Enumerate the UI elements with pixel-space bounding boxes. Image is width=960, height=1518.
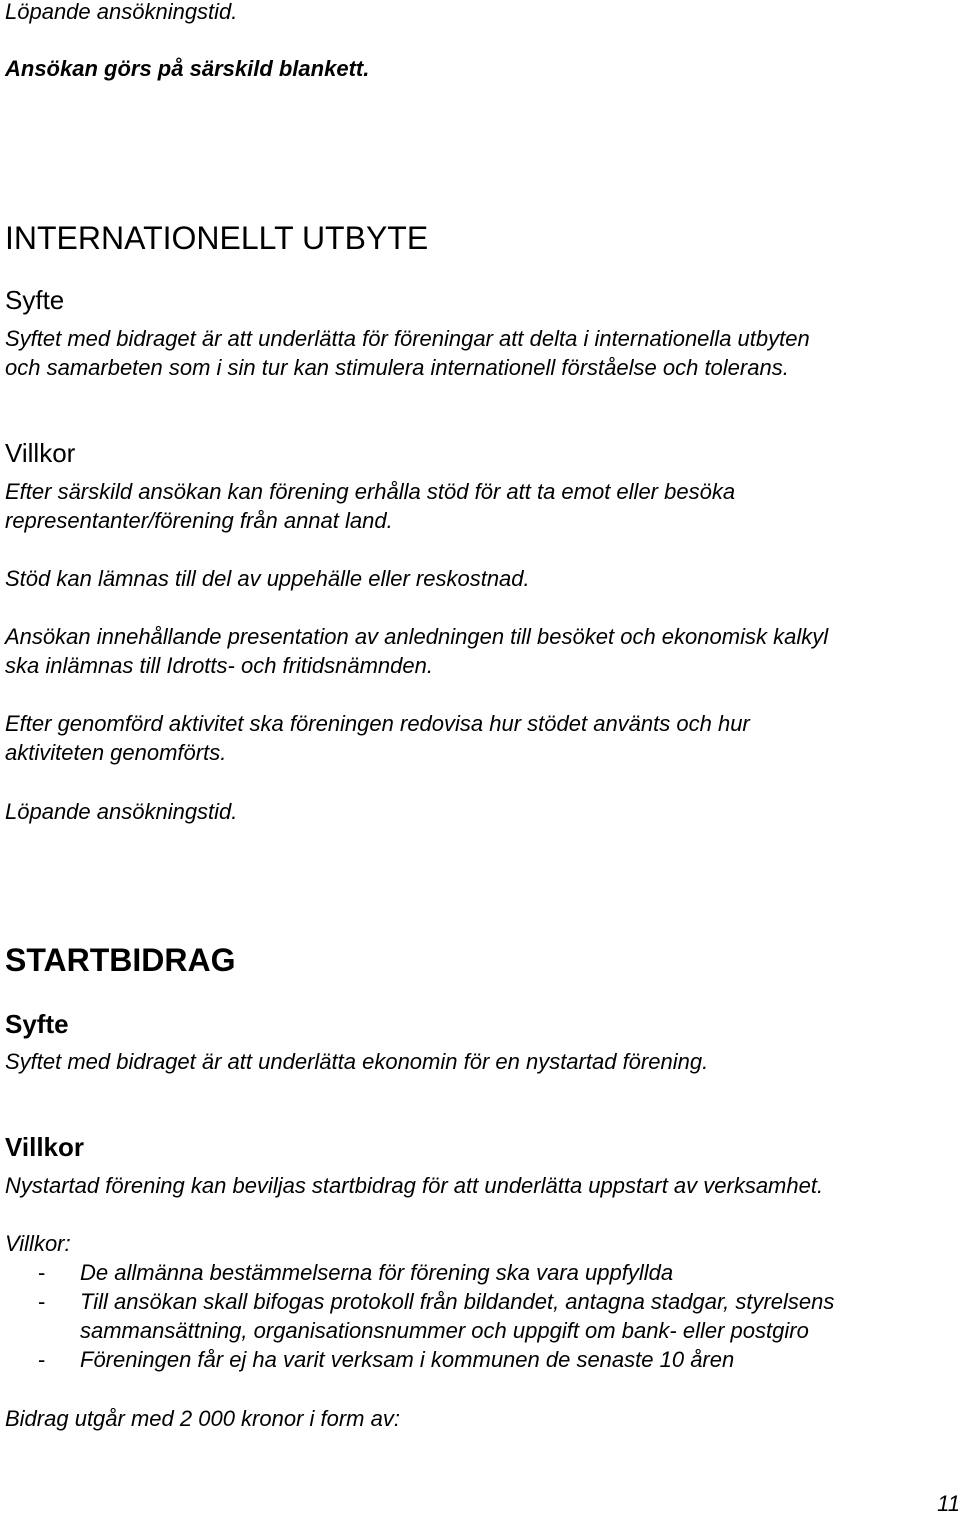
text-villkor-intl-p1-line1: Efter särskild ansökan kan förening erhålla stöd för att ta emot eller besöka [5,479,736,504]
heading-syfte-start: Syfte [5,1009,69,1039]
list-dash-1: - [38,1260,46,1285]
text-application-form: Ansökan görs på särskild blankett. [5,56,370,81]
text-running-period-top: Löpande ansökningstid. [5,0,238,24]
text-syfte-intl-line2: och samarbeten som i sin tur kan stimulera internationell förståelse och tolerans. [5,355,789,380]
heading-villkor-start: Villkor [5,1132,85,1162]
list-dash-3: - [38,1347,46,1372]
text-villkor-intl-p5: Löpande ansökningstid. [5,799,238,824]
list-dash-2: - [38,1289,46,1314]
text-villkor-intl-p3-line1: Ansökan innehållande presentation av anledningen till besöket och ekonomisk kalkyl [5,624,829,649]
text-bidrag-amount: Bidrag utgår med 2 000 kronor i form av: [5,1406,400,1431]
list-item-2-line1: Till ansökan skall bifogas protokoll från bildandet, antagna stadgar, styrelsens [80,1289,835,1314]
list-item-2-line2: sammansättning, organisationsnummer och uppgift om bank- eller postgiro [80,1318,809,1343]
text-villkor-intl-p1-line2: representanter/förening från annat land. [5,508,393,533]
text-villkor-intl-p3-line2: ska inlämnas till Idrotts- och fritidsnämnden. [5,653,433,678]
text-villkor-intl-p4-line2: aktiviteten genomförts. [5,740,227,765]
text-syfte-start: Syftet med bidraget är att underlätta ekonomin för en nystartad förening. [5,1049,709,1074]
text-villkor-list-label: Villkor: [5,1231,71,1256]
page-number: 11 [937,1491,960,1516]
heading-villkor-intl: Villkor [5,438,76,468]
heading-syfte-intl: Syfte [5,285,65,315]
text-villkor-intl-p2: Stöd kan lämnas till del av uppehälle eller reskostnad. [5,566,530,591]
text-villkor-start: Nystartad förening kan beviljas startbidrag för att underlätta uppstart av verksamhet. [5,1173,824,1198]
heading-international-exchange: INTERNATIONELLT UTBYTE [5,220,429,256]
list-item-3: Föreningen får ej ha varit verksam i kommunen de senaste 10 åren [80,1347,735,1372]
heading-startbidrag: STARTBIDRAG [5,942,236,978]
list-item-1: De allmänna bestämmelserna för förening ska vara uppfyllda [80,1260,674,1285]
text-villkor-intl-p4-line1: Efter genomförd aktivitet ska föreningen redovisa hur stödet använts och hur [5,711,750,736]
text-syfte-intl-line1: Syftet med bidraget är att underlätta för föreningar att delta i internationella utbyten [5,326,810,351]
